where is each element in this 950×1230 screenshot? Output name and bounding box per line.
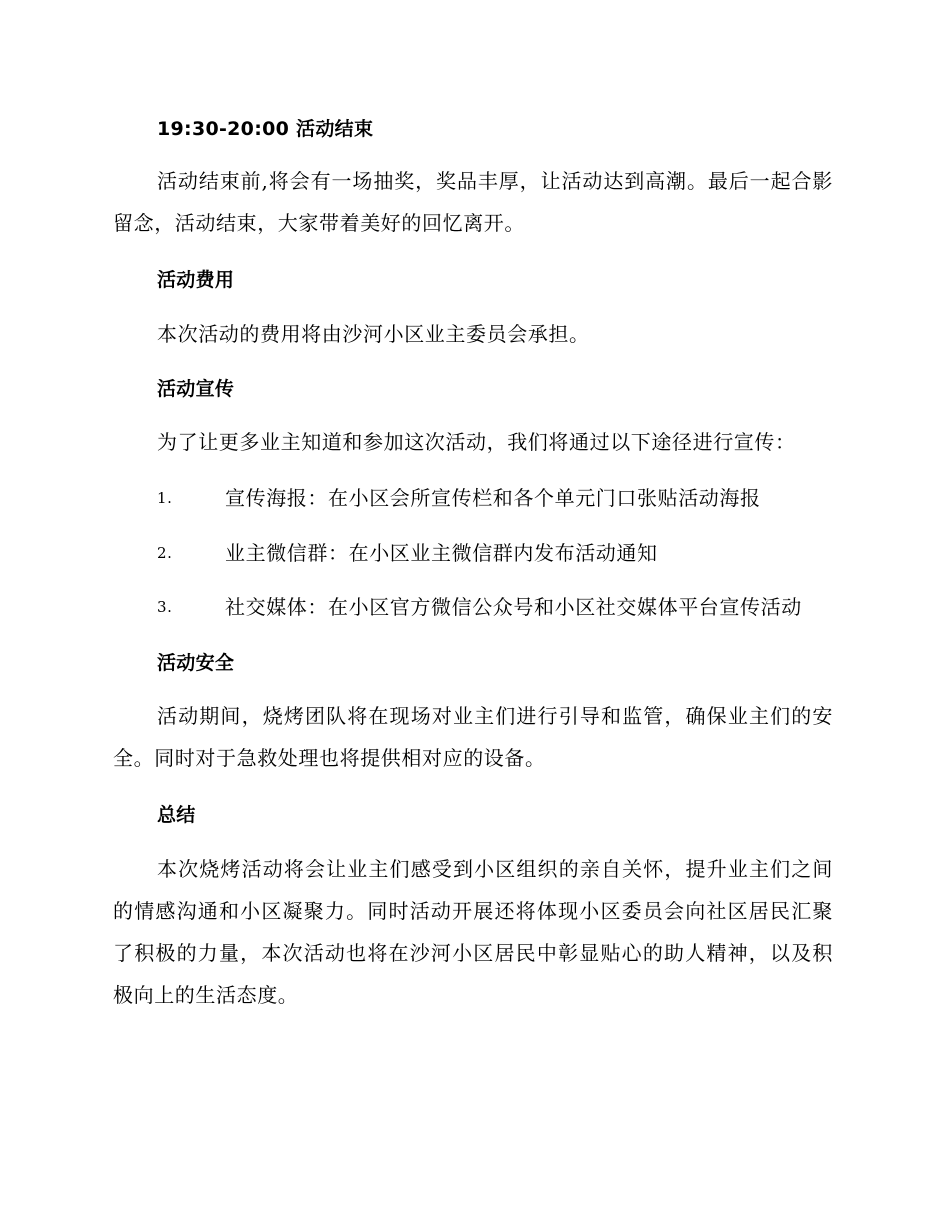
closing-heading: 19:30-20:00 活动结束 bbox=[157, 118, 374, 140]
promo-heading: 活动宣传 bbox=[157, 378, 235, 400]
promo-paragraph: 为了让更多业主知道和参加这次活动，我们将通过以下途径进行宣传： bbox=[157, 430, 796, 454]
list-text: 业主微信群：在小区业主微信群内发布活动通知 bbox=[225, 541, 658, 565]
list-text: 社交媒体：在小区官方微信公众号和小区社交媒体平台宣传活动 bbox=[225, 595, 802, 619]
promo-list-item-2 bbox=[157, 538, 857, 568]
summary-heading: 总结 bbox=[157, 804, 196, 826]
promo-list-item-1 bbox=[157, 483, 857, 513]
list-number: 2. bbox=[157, 544, 173, 562]
cost-paragraph: 本次活动的费用将由沙河小区业主委员会承担。 bbox=[157, 322, 590, 346]
cost-heading: 活动费用 bbox=[157, 269, 235, 291]
summary-paragraph: 本次烧烤活动将会让业主们感受到小区组织的亲自关怀，提升业主们之间的情感沟通和小区凝聚力。同时活动开展还将体现小区委员会向社区居民汇聚了积极的力量，本次活动也将在沙河小区居民中彰显贴心的助人精神，以及积极向上的生活态度。 bbox=[113, 857, 833, 1007]
safety-paragraph: 活动期间，烧烤团队将在现场对业主们进行引导和监管，确保业主们的安全。同时对于急救处理也将提供相对应的设备。 bbox=[113, 704, 833, 770]
list-text: 宣传海报：在小区会所宣传栏和各个单元门口张贴活动海报 bbox=[225, 486, 761, 510]
safety-heading: 活动安全 bbox=[157, 652, 235, 674]
promo-list-item-3 bbox=[157, 592, 857, 622]
closing-paragraph: 活动结束前,将会有一场抽奖，奖品丰厚，让活动达到高潮。最后一起合影留念，活动结束，大家带着美好的回忆离开。 bbox=[113, 169, 833, 235]
list-number: 1. bbox=[157, 489, 173, 507]
list-number: 3. bbox=[157, 598, 173, 616]
